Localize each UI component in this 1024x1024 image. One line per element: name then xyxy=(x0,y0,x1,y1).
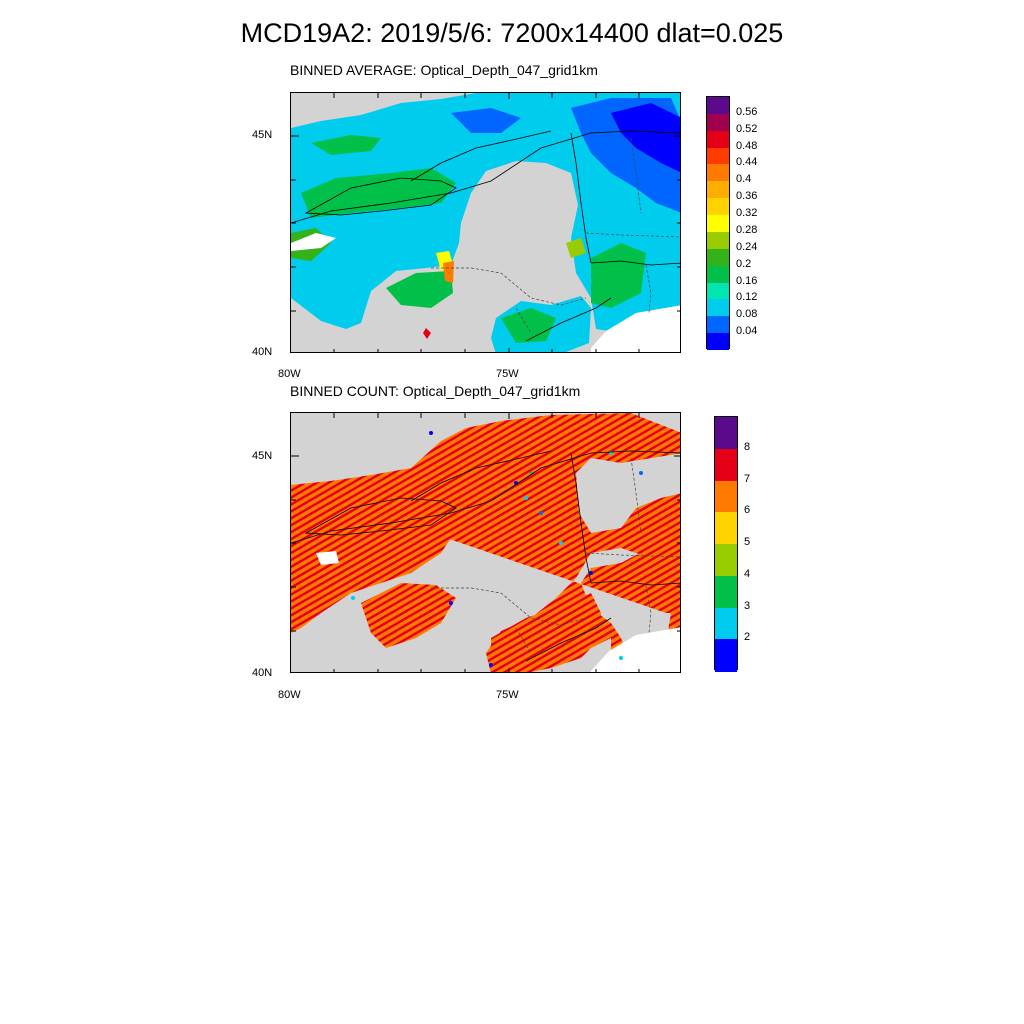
aod-green-south xyxy=(386,271,453,308)
colorbar-label: 0.12 xyxy=(736,291,758,304)
colorbar-segment xyxy=(707,131,729,148)
colorbar-label: 0.56 xyxy=(736,105,758,118)
colorbar-segment xyxy=(707,266,729,283)
lat-label-45n: 45N xyxy=(252,129,273,141)
colorbar-label: 2 xyxy=(744,631,751,644)
lat-label-40n-count: 40N xyxy=(252,667,273,679)
map-count[interactable] xyxy=(290,412,681,673)
colorbar-label: 0.48 xyxy=(736,139,758,152)
colorbar-segment xyxy=(707,333,729,350)
colorbar-segment xyxy=(715,481,737,513)
count-field-south xyxy=(361,583,456,648)
colorbar-segment xyxy=(715,576,737,608)
colorbar-label: 6 xyxy=(744,504,751,517)
colorbar-label: 0.08 xyxy=(736,308,758,321)
colorbar-segment xyxy=(715,608,737,640)
panel-title-count: BINNED COUNT: Optical_Depth_047_grid1km xyxy=(290,383,581,399)
lon-label-80w: 80W xyxy=(278,368,301,380)
colorbar-label: 7 xyxy=(744,472,751,485)
colorbar-label: 0.44 xyxy=(736,156,758,169)
colorbar-label: 0.24 xyxy=(736,240,758,253)
colorbar-segment xyxy=(715,544,737,576)
colorbar-label: 0.36 xyxy=(736,190,758,203)
colorbar-segment xyxy=(707,181,729,198)
panel-title-average: BINNED AVERAGE: Optical_Depth_047_grid1km xyxy=(290,62,598,78)
colorbar-segment xyxy=(715,512,737,544)
colorbar-segment xyxy=(707,198,729,215)
colorbar-label: 4 xyxy=(744,567,751,580)
aod-red-spot xyxy=(423,328,431,339)
figure-title: MCD19A2: 2019/5/6: 7200x14400 dlat=0.025 xyxy=(240,18,784,48)
colorbar-segment xyxy=(707,299,729,316)
colorbar-label: 0.28 xyxy=(736,223,758,236)
colorbar-segment xyxy=(707,164,729,181)
map-average-svg xyxy=(291,93,681,353)
colorbar-segment xyxy=(715,449,737,481)
colorbar-segment xyxy=(707,316,729,333)
lon-label-80w-count: 80W xyxy=(278,689,301,701)
colorbar-label: 0.52 xyxy=(736,122,758,135)
lon-label-75w-count: 75W xyxy=(496,689,519,701)
colorbar-average xyxy=(706,96,730,349)
colorbar-segment xyxy=(707,249,729,266)
colorbar-label: 0.2 xyxy=(736,257,752,270)
lat-label-40n: 40N xyxy=(252,346,273,358)
colorbar-label: 0.4 xyxy=(736,173,752,186)
colorbar-segment xyxy=(707,97,729,114)
colorbar-segment xyxy=(707,232,729,249)
colorbar-segment xyxy=(707,215,729,232)
map-average[interactable] xyxy=(290,92,681,353)
lat-label-45n-count: 45N xyxy=(252,450,273,462)
colorbar-segment xyxy=(715,417,737,449)
colorbar-label: 5 xyxy=(744,536,751,548)
colorbar-segment xyxy=(715,639,737,671)
colorbar-segment xyxy=(707,283,729,300)
colorbar-label: 8 xyxy=(744,440,751,453)
colorbar-label: 3 xyxy=(744,599,751,612)
colorbar-segment xyxy=(707,148,729,165)
colorbar-count xyxy=(714,416,738,670)
colorbar-label: 0.32 xyxy=(736,207,758,220)
colorbar-segment xyxy=(707,114,729,131)
lon-label-75w: 75W xyxy=(496,368,519,380)
colorbar-label: 0.04 xyxy=(736,325,758,338)
colorbar-label: 0.16 xyxy=(736,274,758,287)
map-count-svg xyxy=(291,413,681,673)
